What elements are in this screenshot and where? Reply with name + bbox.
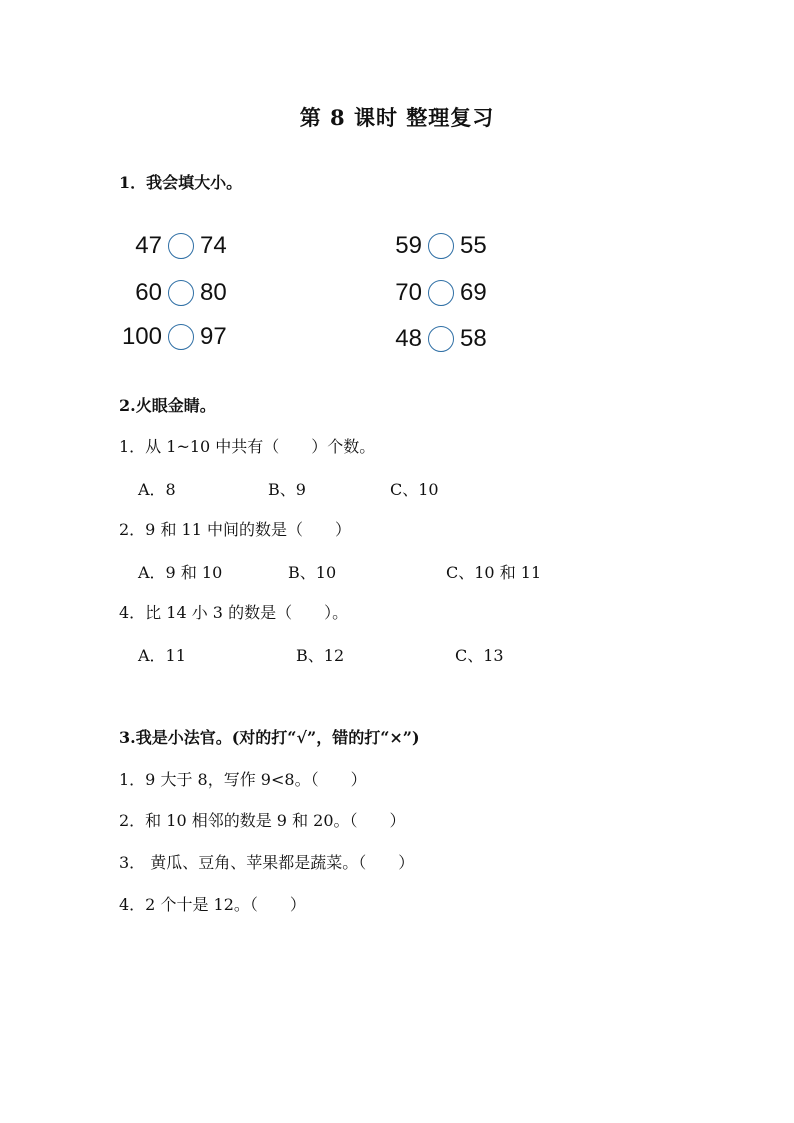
section-3-heading: 3.我是小法官。(对的打“√”，错的打“×”): [119, 728, 420, 747]
right-number: 74: [200, 231, 227, 259]
section-2-heading: 2.火眼金睛。: [119, 396, 216, 415]
compare-row-2-right: [370, 276, 487, 308]
option-c[interactable]: C、10: [390, 480, 439, 499]
judge-item-3: 3． 黄瓜、豆角、苹果都是蔬菜。（ ）: [119, 853, 415, 872]
option-b[interactable]: B、12: [296, 646, 345, 665]
compare-row-3-right: [370, 322, 487, 354]
question-2: 2．9 和 11 中间的数是（ ）: [119, 520, 351, 539]
answer-circle[interactable]: [168, 233, 194, 259]
right-number: 80: [200, 278, 227, 306]
left-number: 60: [135, 278, 162, 306]
compare-row-1-right: [370, 229, 487, 261]
section-1-heading: 1．我会填大小。: [119, 173, 243, 192]
judge-item-4: 4．2 个十是 12。（ ）: [119, 895, 306, 914]
answer-circle[interactable]: [428, 280, 454, 306]
answer-circle[interactable]: [168, 324, 194, 350]
option-c[interactable]: C、13: [455, 646, 504, 665]
right-number: 97: [200, 322, 227, 350]
option-b[interactable]: B、10: [288, 563, 337, 582]
option-a[interactable]: A．11: [138, 646, 186, 665]
compare-row-2-left: [110, 276, 227, 308]
answer-circle[interactable]: [428, 326, 454, 352]
answer-circle[interactable]: [168, 280, 194, 306]
option-a[interactable]: A．9 和 10: [138, 563, 223, 582]
left-number: 59: [395, 231, 422, 259]
right-number: 58: [460, 324, 487, 352]
right-number: 69: [460, 278, 487, 306]
right-number: 55: [460, 231, 487, 259]
left-number: 70: [395, 278, 422, 306]
left-number: 47: [135, 231, 162, 259]
option-b[interactable]: B、9: [268, 480, 306, 499]
answer-circle[interactable]: [428, 233, 454, 259]
judge-item-1: 1．9 大于 8，写作 9<8。（ ）: [119, 770, 367, 789]
compare-row-3-left: [110, 320, 227, 352]
option-c[interactable]: C、10 和 11: [446, 563, 542, 582]
left-number: 100: [121, 322, 162, 350]
page-title: 第 8 课时 整理复习: [299, 105, 495, 130]
compare-row-1-left: [110, 229, 227, 261]
question-1: 1．从 1~10 中共有（ ）个数。: [119, 437, 376, 456]
question-3: 4．比 14 小 3 的数是（ ）。: [119, 603, 349, 622]
left-number: 48: [395, 324, 422, 352]
judge-item-2: 2．和 10 相邻的数是 9 和 20。（ ）: [119, 811, 406, 830]
option-a[interactable]: A．8: [138, 480, 176, 499]
